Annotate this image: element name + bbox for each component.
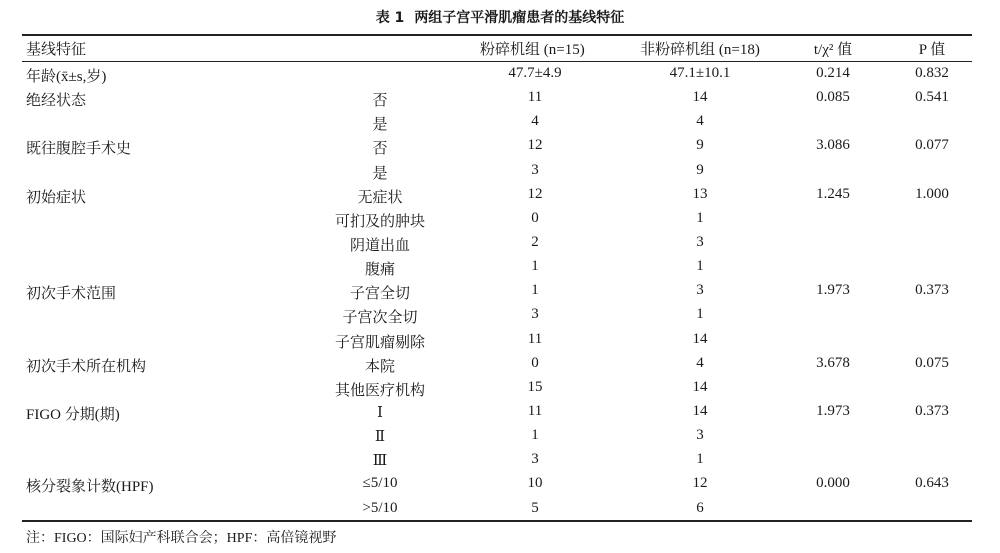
- subcategory-cell: 是: [372, 165, 388, 182]
- table-row: [0, 231, 1000, 255]
- group2-cell: 3: [696, 233, 704, 250]
- subcategory-cell: 阴道出血: [349, 237, 410, 254]
- table-row: [0, 134, 1000, 158]
- table-body: [0, 62, 1000, 521]
- stat-cell: 0.214: [816, 65, 850, 81]
- group2-cell: 14: [692, 402, 708, 419]
- p-value-cell: 0.373: [915, 402, 949, 419]
- group2-cell: 1: [696, 209, 704, 226]
- bottom-rule: [22, 520, 972, 522]
- table-row: [0, 472, 1000, 496]
- p-value-cell: 1.000: [915, 185, 949, 202]
- table-footnote: 注：FIGO：国际妇产科联合会；HPF：高倍镜视野: [26, 531, 337, 546]
- group1-cell: 0: [531, 354, 539, 371]
- group1-cell: 15: [527, 378, 543, 395]
- table-row: [0, 328, 1000, 352]
- group1-cell: 0: [531, 209, 539, 226]
- subcategory-cell: 腹痛: [364, 262, 395, 279]
- subcategory-cell: >5/10: [362, 499, 398, 516]
- table-caption: [0, 7, 1000, 27]
- group2-cell: 12: [692, 475, 708, 492]
- group2-cell: 47.1±10.1: [669, 65, 731, 81]
- table-row: [0, 376, 1000, 400]
- group2-cell: 1: [696, 306, 704, 323]
- group2-cell: 3: [696, 427, 704, 444]
- p-value-cell: 0.077: [915, 137, 949, 154]
- group2-cell: 9: [696, 137, 704, 154]
- p-value-cell: 0.541: [915, 89, 949, 106]
- stat-cell: 1.973: [816, 282, 850, 299]
- group2-cell: 14: [692, 330, 708, 347]
- table-title: 两组子宫平滑肌瘤患者的基线特征: [414, 10, 625, 26]
- header-group1: 粉碎机组 (n=15): [480, 42, 585, 58]
- stat-cell: 0.085: [816, 89, 850, 106]
- group1-cell: 47.7±4.9: [508, 65, 562, 81]
- table-row: [0, 352, 1000, 376]
- subcategory-cell: ≤5/10: [362, 475, 398, 492]
- stat-cell: 3.678: [816, 354, 850, 371]
- group2-cell: 14: [692, 89, 708, 106]
- table-row: [0, 255, 1000, 279]
- p-value-cell: 0.832: [915, 65, 949, 81]
- subcategory-cell: 子宫肌瘤剔除: [334, 334, 425, 351]
- group1-cell: 3: [531, 161, 539, 178]
- table-row: [0, 497, 1000, 521]
- subcategory-cell: Ⅲ: [372, 453, 388, 470]
- top-rule: [22, 34, 972, 36]
- group1-cell: 11: [527, 330, 543, 347]
- group2-cell: 1: [696, 451, 704, 468]
- subcategory-cell: 是: [372, 117, 388, 134]
- group1-cell: 12: [527, 137, 543, 154]
- subcategory-cell: 无症状: [357, 189, 403, 206]
- table-row: [0, 62, 1000, 86]
- group2-cell: 3: [696, 282, 704, 299]
- feature-cell: FIGO 分期(期): [26, 406, 120, 423]
- table-row: [0, 183, 1000, 207]
- group2-cell: 4: [696, 113, 704, 130]
- table-row: [0, 279, 1000, 303]
- stat-cell: 1.245: [816, 185, 850, 202]
- subcategory-cell: Ⅱ: [374, 429, 386, 446]
- stat-cell: 1.973: [816, 402, 850, 419]
- subcategory-cell: 否: [372, 93, 388, 110]
- group1-cell: 5: [531, 499, 539, 516]
- group1-cell: 4: [531, 113, 539, 130]
- table-row: [0, 110, 1000, 134]
- table-row: [0, 86, 1000, 110]
- stat-cell: 0.000: [816, 475, 850, 492]
- subcategory-cell: 否: [372, 141, 388, 158]
- header-feature: 基线特征: [26, 42, 87, 58]
- p-value-cell: 0.643: [915, 475, 949, 492]
- p-value-cell: 0.373: [915, 282, 949, 299]
- table-row: [0, 448, 1000, 472]
- table-row: [0, 400, 1000, 424]
- table-row: [0, 424, 1000, 448]
- feature-cell: 初次手术范围: [26, 286, 117, 303]
- group2-cell: 1: [696, 258, 704, 275]
- group1-cell: 1: [531, 427, 539, 444]
- feature-cell: 绝经状态: [26, 93, 87, 110]
- p-value-cell: 0.075: [915, 354, 949, 371]
- subcategory-cell: 子宫全切: [349, 286, 410, 303]
- header-group2: 非粉碎机组 (n=18): [640, 42, 760, 58]
- table-row: [0, 303, 1000, 327]
- group1-cell: 11: [527, 402, 543, 419]
- subcategory-cell: 其他医疗机构: [334, 382, 425, 399]
- feature-cell: 初次手术所在机构: [26, 358, 147, 375]
- subcategory-cell: 本院: [364, 358, 395, 375]
- group1-cell: 2: [531, 233, 539, 250]
- feature-cell: 既往腹腔手术史: [26, 141, 132, 158]
- header-p-value: P 值: [918, 42, 946, 58]
- subcategory-cell: Ⅰ: [377, 404, 383, 421]
- group1-cell: 1: [531, 282, 539, 299]
- group1-cell: 10: [527, 475, 543, 492]
- group2-cell: 9: [696, 161, 704, 178]
- feature-cell: 年龄(x̄±s,岁): [26, 69, 107, 85]
- feature-cell: 核分裂象计数(HPF): [26, 479, 154, 496]
- table-row: [0, 207, 1000, 231]
- feature-cell: 初始症状: [26, 189, 87, 206]
- group2-cell: 4: [696, 354, 704, 371]
- table-number: 表 1: [375, 10, 405, 26]
- stat-cell: 3.086: [816, 137, 850, 154]
- group2-cell: 13: [692, 185, 708, 202]
- group1-cell: 12: [527, 185, 543, 202]
- header-stat: t/χ² 值: [813, 42, 853, 58]
- table-row: [0, 159, 1000, 183]
- group1-cell: 11: [527, 89, 543, 106]
- group2-cell: 6: [696, 499, 704, 516]
- subcategory-cell: 子宫次全切: [342, 310, 418, 327]
- group1-cell: 3: [531, 451, 539, 468]
- group1-cell: 3: [531, 306, 539, 323]
- subcategory-cell: 可扪及的肿块: [334, 213, 425, 230]
- group2-cell: 14: [692, 378, 708, 395]
- group1-cell: 1: [531, 258, 539, 275]
